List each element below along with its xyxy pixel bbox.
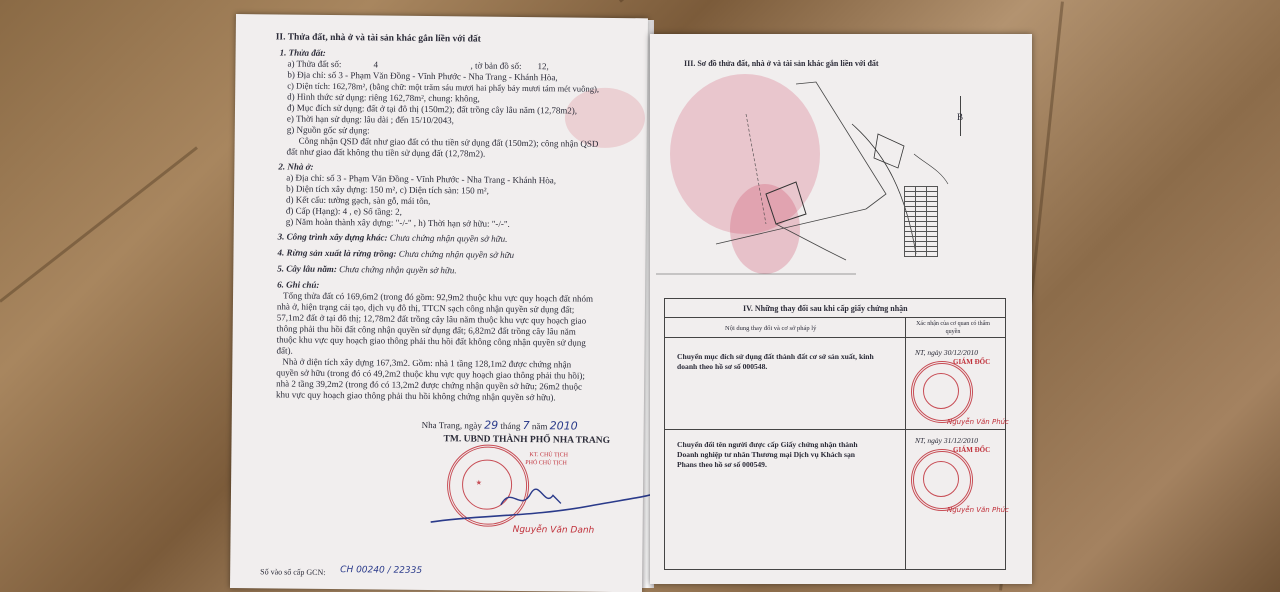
change-2-line-1: Chuyển đổi tên người được cấp Giấy chứng nhận thành bbox=[677, 440, 858, 449]
sketch-title: III. Sơ đồ thửa đất, nhà ở và tài sản khác gắn liền với đất bbox=[684, 59, 879, 68]
house-address: a) Địa chỉ: số 3 - Phạm Văn Đồng - Vĩnh Phước - Nha Trang - Khánh Hòa, bbox=[286, 172, 557, 186]
col-content-header: Nội dung thay đổi và cơ sở pháp lý bbox=[725, 325, 817, 332]
north-label: B bbox=[957, 112, 964, 122]
house-heading: 2. Nhà ở: bbox=[278, 161, 314, 172]
usage-purpose: đ) Mục đích sử dụng: đất ở tại đô thị (150m2); đất trồng cây lâu năm (12,78m2), bbox=[286, 102, 578, 116]
note-line: nhà 2 tầng 39,2m2 (trong đó có 13,2m2 được chứng nhận quyền sở hữu; 26m2 thuộc bbox=[276, 378, 583, 392]
change-1-date: NT, ngày 30/12/2010 bbox=[915, 348, 978, 357]
section-title: II. Thửa đất, nhà ở và tài sản khác gắn liền với đất bbox=[275, 32, 481, 45]
perennial-value: Chưa chứng nhận quyền sở hữu. bbox=[339, 264, 457, 276]
other-construction-value: Chưa chứng nhận quyền sở hữu. bbox=[389, 232, 508, 244]
vice-chair-title: KT. CHỦ TỊCH bbox=[529, 452, 569, 459]
change-1-line-2: doanh theo hồ sơ số 000548. bbox=[677, 362, 768, 371]
change-1-signer: Nguyễn Văn Phúc bbox=[947, 418, 1009, 426]
note-line: thông phải thu hồi đất công nhận quyền sử dụng đất; 6,82m2 đất trồng cây lâu năm bbox=[276, 323, 576, 337]
note-line: khu vực quy hoạch giao thông phải thu hồi không chứng nhận quyền sở hữu). bbox=[275, 389, 556, 403]
forest-label: 4. Rừng sản xuất là rừng trồng: bbox=[277, 247, 397, 259]
change-1-role: GIÁM ĐỐC bbox=[953, 358, 991, 366]
usage-form: d) Hình thức sử dụng: riêng 162,78m², chung: không, bbox=[287, 91, 480, 104]
house-grade: đ) Cấp (Hạng): 4 , e) Số tầng: 2, bbox=[285, 205, 402, 217]
house-year: g) Năm hoàn thành xây dựng: "-/-" , h) Thời hạn sở hữu: "-/-". bbox=[285, 216, 510, 229]
change-2-line-2: Doanh nghiệp tư nhân Thương mại Dịch vụ Khách sạn bbox=[677, 450, 855, 459]
change-2-seal bbox=[911, 449, 973, 511]
issuing-authority: TM. UBND THÀNH PHỐ NHA TRANG bbox=[443, 434, 611, 446]
changes-table bbox=[664, 298, 1009, 570]
house-structure: d) Kết cấu: tường gạch, sàn gỗ, mái tôn, bbox=[286, 194, 431, 207]
notes-heading: 6. Ghi chú: bbox=[277, 279, 320, 290]
house-area: b) Diện tích xây dựng: 150 m², c) Diện tích sàn: 150 m², bbox=[286, 183, 489, 196]
floor-seam bbox=[619, 0, 713, 3]
issue-date: Nha Trang, ngày 29 tháng 7 năm 2010 bbox=[421, 418, 578, 433]
usage-term: e) Thời hạn sử dụng: lâu dài ; đến 15/10/2043, bbox=[286, 113, 454, 126]
land-heading: 1. Thửa đất: bbox=[279, 47, 326, 58]
other-construction-label: 3. Công trình xây dựng khác: bbox=[277, 231, 388, 243]
coordinate-table bbox=[904, 186, 938, 257]
coordinate-row bbox=[905, 252, 938, 257]
origin-line-2: đất như giao đất không thu tiền sử dụng đất (12,78m2). bbox=[286, 146, 486, 159]
perennial-label: 5. Cây lâu năm: bbox=[277, 263, 337, 275]
plot-number: 4 bbox=[373, 59, 379, 70]
note-line: Nhà ở diện tích xây dựng 167,3m2. Gồm: nhà 1 tầng 128,1m2 được chứng nhận bbox=[282, 356, 572, 370]
origin-line-1: Công nhận QSD đất như giao đất có thu tiền sử dụng đất (150m2); công nhận QSD bbox=[298, 135, 599, 149]
change-2-signer: Nguyễn Văn Phúc bbox=[947, 506, 1009, 514]
floor-seam bbox=[0, 146, 198, 302]
note-line: thuộc khu vực quy hoạch giao thông phải thu hồi đất không công nhận quyền sử dụng bbox=[276, 334, 586, 348]
plot-sketch bbox=[656, 74, 1026, 294]
note-line: đất). bbox=[276, 345, 293, 356]
right-page bbox=[650, 34, 1032, 584]
change-2-date: NT, ngày 31/12/2010 bbox=[915, 436, 978, 445]
left-page bbox=[230, 14, 648, 592]
forest-value: Chưa chứng nhận quyền sở hữu bbox=[398, 248, 515, 260]
map-sheet-label: , tờ bản đồ số: bbox=[470, 60, 522, 71]
change-2-line-3: Phans theo hồ sơ số 000549. bbox=[677, 460, 767, 469]
vice-chair-subtitle: PHÓ CHỦ TỊCH bbox=[525, 460, 567, 467]
plot-number-label: a) Thửa đất số: bbox=[287, 58, 342, 70]
area: c) Diện tích: 162,78m², (bằng chữ: một trăm sáu mươi hai phẩy bảy mươi tám mét vuông), bbox=[287, 80, 600, 94]
change-1-line-1: Chuyển mục đích sử dụng đất thành đất cơ sở sản xuất, kinh bbox=[677, 352, 874, 361]
official-seal: ★ bbox=[447, 444, 530, 527]
note-line: nhà ở, hiện trạng cải tạo, dịch vụ đô thị, TTCN sạch công nhận quyền sử dụng đất; bbox=[276, 301, 575, 315]
origin-label: g) Nguồn gốc sử dụng: bbox=[286, 124, 370, 136]
signer-name: Nguyễn Văn Danh bbox=[512, 524, 595, 536]
note-line: Tổng thửa đất có 169,6m2 (trong đó gồm: 92,9m2 thuộc khu vực quy hoạch đất nhóm bbox=[283, 290, 594, 304]
changes-title: IV. Những thay đổi sau khi cấp giấy chứng nhận bbox=[743, 304, 908, 313]
gcn-number: CH 00240 / 22335 bbox=[340, 565, 423, 576]
map-sheet: 12, bbox=[537, 61, 549, 72]
gcn-label: Số vào sổ cấp GCN: bbox=[260, 567, 326, 577]
col-confirm-header: Xác nhận của cơ quan có thẩm quyền bbox=[916, 321, 990, 335]
address: b) Địa chỉ: số 3 - Phạm Văn Đồng - Vĩnh Phước - Nha Trang - Khánh Hòa, bbox=[287, 69, 558, 83]
change-1-seal bbox=[911, 361, 973, 423]
note-line: 57,1m2 đất ở tại đô thị; 12,78m2 đất trồng cây lâu năm thuộc khu vực quy hoạch giao bbox=[276, 312, 587, 326]
change-2-role: GIÁM ĐỐC bbox=[953, 446, 991, 454]
note-line: quyền sở hữu (trong đó có 49,2m2 thuộc khu vực quy hoạch giao thông phải thu hồi); bbox=[276, 367, 586, 381]
